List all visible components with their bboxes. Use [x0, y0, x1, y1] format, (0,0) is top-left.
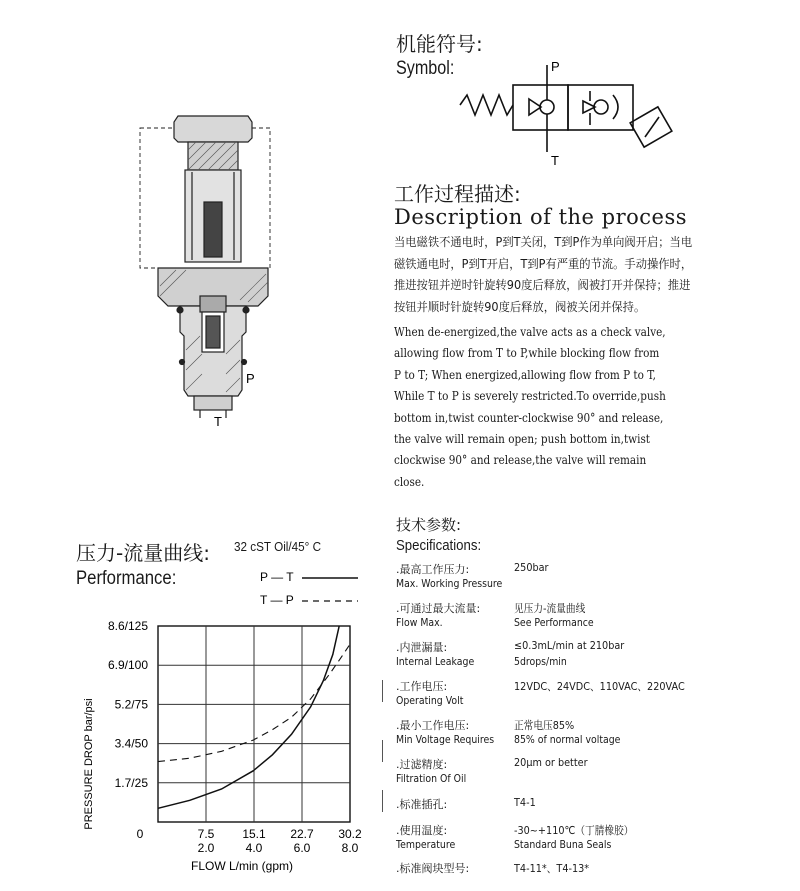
chart-series-pt-solid: [158, 626, 339, 808]
chart-y-tick: 1.7/25: [114, 775, 148, 790]
spec-margin-mark: [382, 790, 383, 812]
description-text-cn: [394, 232, 714, 319]
spec-label-cn: .最小工作电压:: [396, 719, 470, 732]
legend-label-tp: T — P: [260, 593, 294, 607]
chart-y-axis-label: PRESSURE DROP bar/psi: [83, 698, 95, 830]
drawing-port-p-label: P: [246, 371, 255, 386]
performance-oil-condition: 32 cST Oil/45° C: [234, 539, 322, 554]
spec-label-cn: .工作电压:: [396, 680, 448, 693]
chart-x-tick-lpm: 7.5: [197, 827, 215, 841]
spec-label-en: Flow Max.: [396, 616, 443, 629]
symbol-port-t-label: T: [551, 153, 559, 168]
drawing-port-t-label: T: [214, 414, 222, 429]
chart-x-tick-lpm: 30.2: [338, 827, 362, 841]
spec-value-en: Standard Buna Seals: [514, 838, 612, 851]
chart-y-tick: 5.2/75: [114, 697, 148, 712]
description-en-line: close.: [394, 474, 425, 489]
description-cn-line: 推进按钮并逆时针旋转90度后释放，阀被打开并保持；推进: [394, 278, 691, 293]
spec-label-en: Max. Working Pressure: [396, 577, 503, 590]
spec-label-cn: .标准插孔:: [396, 798, 448, 811]
spec-label-cn: .标准阀块型号:: [396, 862, 470, 875]
chart-x-tick-lpm: 22.7: [290, 827, 314, 841]
pressure-flow-chart: [70, 570, 390, 890]
description-cn-line: 当电磁铁不通电时，P到T关闭，T到P作为单向阀开启；当电: [394, 235, 693, 249]
chart-x-tick-gpm: 6.0: [293, 841, 311, 855]
description-en-line: allowing flow from T to P,while blocking flow from: [394, 346, 660, 361]
spec-value: 250bar: [514, 561, 549, 574]
symbol-port-p-label: P: [551, 59, 560, 74]
spec-value: 见压力-流量曲线: [514, 602, 586, 615]
spec-value: T4-11*、T4-13*: [514, 862, 590, 875]
chart-x-origin-label: 0: [136, 827, 144, 841]
description-en-line: bottom in,twist counter-clockwise 90° and release,: [394, 410, 664, 425]
description-cn-line: 按钮并顺时针旋转90度后释放，阀被关闭并保持。: [394, 300, 646, 315]
description-en-line: P to T; When energized,allowing flow from P to T,: [394, 367, 656, 382]
specs-title-cn: 技术参数:: [396, 516, 462, 534]
spec-margin-mark: [382, 740, 383, 762]
description-cn-line: 磁铁通电时，P到T开启，T到P有严重的节流。手动操作时，: [394, 256, 693, 271]
spec-label-en: Internal Leakage: [396, 655, 475, 668]
chart-x-axis-label: FLOW L/min (gpm): [190, 859, 294, 873]
description-title-en: Description of the process: [394, 205, 688, 229]
spec-value: 正常电压85%: [514, 719, 575, 732]
chart-y-tick: 3.4/50: [114, 736, 148, 751]
spec-label-en: Operating Volt: [396, 694, 464, 707]
description-title-cn: 工作过程描述:: [394, 182, 521, 206]
specs-title-en: Specifications:: [396, 537, 482, 554]
hydraulic-symbol: [455, 55, 695, 170]
spec-value: 20μm or better: [514, 756, 588, 769]
performance-title-en: Performance:: [76, 568, 177, 589]
spec-value: -30~+110℃（丁腈橡胶）: [514, 824, 634, 837]
spec-label-cn: .最高工作压力:: [396, 563, 470, 576]
spec-label-en: Filtration Of Oil: [396, 772, 467, 785]
spec-value-en: 5drops/min: [514, 655, 567, 668]
performance-title-cn: 压力-流量曲线:: [76, 541, 210, 565]
chart-legend: [260, 570, 358, 607]
spec-value: 12VDC、24VDC、110VAC、220VAC: [514, 680, 685, 693]
legend-label-pt: P — T: [260, 570, 294, 584]
description-text-en: [394, 322, 714, 493]
symbol-title-cn: 机能符号:: [396, 32, 483, 56]
spec-value: T4-1: [514, 796, 536, 809]
spec-value-en: 85% of normal voltage: [514, 733, 621, 746]
spec-label-cn: .过滤精度:: [396, 758, 448, 771]
chart-x-tick-gpm: 2.0: [197, 841, 215, 855]
valve-cross-section-drawing: [130, 100, 300, 440]
symbol-title-en: Symbol:: [396, 58, 455, 79]
spec-value: ≤0.3mL/min at 210bar: [514, 639, 625, 652]
description-en-line: clockwise 90° and release,the valve will remain: [394, 453, 647, 468]
spec-label-cn: .内泄漏量:: [396, 641, 448, 654]
description-en-line: the valve will remain open; push bottom in,twist: [394, 432, 651, 447]
chart-x-tick-gpm: 8.0: [341, 841, 359, 855]
spec-label-en: Min Voltage Requires: [396, 733, 495, 746]
spec-value-en: See Performance: [514, 616, 594, 629]
spec-margin-mark: [382, 680, 383, 702]
chart-x-tick-gpm: 4.0: [245, 841, 263, 855]
chart-y-tick: 8.6/125: [107, 619, 148, 633]
spec-label-cn: .使用温度:: [396, 824, 448, 837]
chart-y-tick: 6.9/100: [107, 658, 148, 673]
chart-x-tick-lpm: 15.1: [242, 827, 266, 841]
description-en-line: When de-energized,the valve acts as a check valve,: [394, 325, 666, 339]
spec-label-cn: .可通过最大流量:: [396, 602, 481, 615]
spec-label-en: Temperature: [396, 838, 456, 851]
description-en-line: While T to P is severely restricted.To override,push: [394, 389, 666, 404]
